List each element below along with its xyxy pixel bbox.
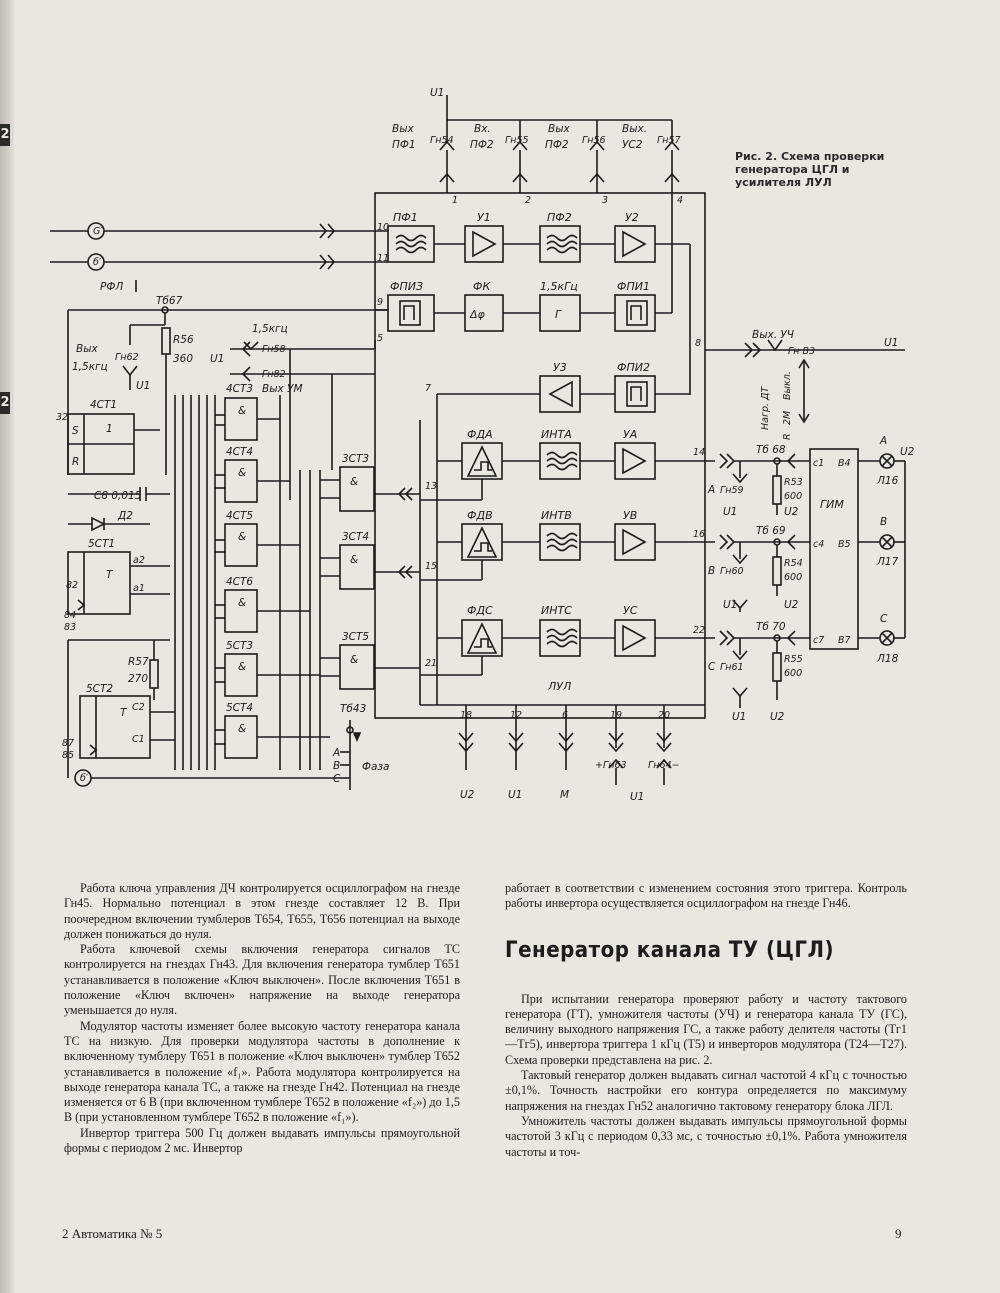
voltage-label: 2М (782, 410, 793, 425)
connector-label: Вых (548, 123, 570, 135)
pin-number: 32 (56, 412, 69, 423)
block-fpiz-label: ФПИЗ (390, 280, 424, 293)
pin-number: 14 (693, 447, 706, 458)
section-heading: Генератор канала ТУ (ЦГЛ) (505, 937, 835, 963)
phase-label: С (333, 773, 341, 785)
load-label: Нагр. ДТ (760, 386, 771, 430)
paragraph: Тактовый генератор должен выдавать сигнал частотой 4 кГц с точностью ±0,1%. Точность настройки его контура определяется по максимуму напряжения на гнездах Гн52 аналогично тактовому генератору блока ЛГЛ. (505, 1068, 907, 1113)
pin-number: 16 (693, 529, 706, 540)
caption-line: усилителя ЛУЛ (735, 176, 832, 189)
pin-number: 5 (377, 333, 384, 344)
pin-number: В4 (838, 458, 851, 469)
phase-label: А (880, 435, 888, 447)
jack-label: Гн В3 (788, 346, 816, 357)
paragraph: Модулятор частоты изменяет более высокую частоту генератора канала ТС на низкую. Для проверки модулятора частоты в дополнение к включенному тумблеру Т651 в положение «Ключ выключен» тумблер Т652 устанавливается в положение «f₁». Работа модулятора контролируется на выходе генератора канала ТС, а также на гнезде Гн42. Потенциал на гнезде изменяется от 6 В (при включенном тумблере Т652 в положение «f₂») до 1,5 В (при установленном тумблере Т652 в положение «f₁»). (64, 1018, 460, 1125)
resistor-value: 600 (784, 572, 803, 583)
connector-label: ПФ2 (470, 139, 494, 151)
pin-number: а1 (133, 583, 145, 594)
pin-number: 9 (377, 297, 384, 308)
pin-number: с4 (813, 539, 825, 550)
pin-number: 1 (452, 195, 459, 206)
block-inta-label: ИНТА (541, 428, 572, 441)
jack-label: Гн54 (430, 135, 454, 146)
switch-label: Тб 68 (756, 444, 786, 456)
phase-label: В (880, 516, 888, 528)
paragraph: Работа ключевой схемы включения генератора сигналов ТС контролируется на гнездах Гн43. Для включения генератора тумблер Т651 устанавливается в положение «Ключ выключен». После включения Т651 в положение «Ключ включен» напряжение на выходе генератора уменьшается до нуля. (64, 942, 460, 1018)
and-symbol: & (238, 723, 247, 735)
pin-number: 13 (425, 481, 438, 492)
block-us-label: УС (623, 604, 638, 617)
u1-top-label: U1 (430, 87, 445, 99)
switch-label: Тб 69 (756, 525, 786, 537)
connector-label: УС2 (622, 139, 643, 151)
bottom-u1-label: U1 (630, 791, 645, 803)
pin-number: 83 (64, 622, 77, 633)
block-u3-label: У3 (553, 361, 567, 374)
pin-number: 11 (377, 253, 390, 264)
caption-line: генератора ЦГЛ и (735, 163, 850, 176)
jack-label: Гн59 (720, 485, 744, 496)
block-intv-label: ИНТВ (541, 509, 572, 522)
pin-number: 22 (693, 625, 706, 636)
t-label: T (106, 569, 113, 581)
d2-label: Д2 (118, 510, 133, 522)
pin-number: 8 (695, 338, 702, 349)
bottom-label: M (560, 789, 570, 801)
and-symbol: & (238, 597, 247, 609)
r56-value: 360 (173, 353, 194, 365)
jack-label: Гн57 (657, 135, 681, 146)
jack-label: Гн61 (720, 662, 744, 673)
rfl-label: РФЛ (100, 281, 124, 293)
block-fpi2-label: ФПИ2 (617, 361, 650, 374)
block-lul-label: ЛУЛ (548, 680, 572, 693)
gate-label: 5СТ4 (226, 702, 254, 714)
bottom-label: U1 (508, 789, 523, 801)
pin-number: 10 (377, 222, 390, 233)
gate-label: 3СТ4 (342, 531, 370, 543)
gate-label: 4СТ6 (226, 576, 254, 588)
u1-label: U1 (732, 711, 747, 723)
block-fk-label: ФК (473, 280, 491, 293)
paragraph: работает в соответствии с изменением состояния этого триггера. Контроль работы инвертора осуществляется осциллографом на гнезде Гн46. (505, 881, 907, 911)
block-pf1-label: ПФ1 (393, 211, 418, 224)
c8-label: С8 0,015 (94, 490, 142, 502)
and-symbol: & (238, 467, 247, 479)
paragraph: Умножитель частоты должен выдавать импульсы прямоугольной формы частотой 3 кГц с периодом 0,33 мс, с точностью ±0,1%. Работа умножителя частоты и точ- (505, 1113, 907, 1159)
resistor-label: R54 (784, 558, 803, 569)
ic-label: 4СТ1 (90, 399, 118, 411)
out-label: 1,5кгц (72, 361, 108, 373)
u1-label: U1 (723, 599, 738, 611)
switch-label: Тб 70 (756, 621, 786, 633)
phase-label: С (880, 613, 888, 625)
gate-label: 4СТ4 (226, 446, 254, 458)
gn62-label: Гн62 (115, 352, 139, 363)
gate-label: 5СТ3 (226, 640, 254, 652)
tb43-label: Тб43 (340, 703, 367, 715)
pin-number: 82 (66, 580, 79, 591)
pin-number: В7 (838, 635, 851, 646)
pin-number: 7 (425, 383, 432, 394)
connector-label: Вых (392, 123, 414, 135)
ic-label: 5СТ2 (86, 683, 114, 695)
gate-label: 3СТ5 (342, 631, 370, 643)
pin-number: 2 (525, 195, 532, 206)
pin-number: С2 (132, 702, 145, 713)
fd-rows (420, 443, 715, 675)
ic-label: 5СТ1 (88, 538, 116, 550)
connector-label: Вх. (474, 123, 491, 135)
text-column-left (64, 881, 460, 1156)
pin-number: 3 (602, 195, 609, 206)
connector-label: ПФ1 (392, 139, 416, 151)
r57-value: 270 (128, 673, 149, 685)
block-fdv-label: ФДВ (467, 509, 493, 522)
u2-label: U2 (784, 599, 799, 611)
and-symbol: & (238, 661, 247, 673)
t-label: T (120, 707, 127, 719)
pin-number: с1 (813, 458, 825, 469)
bottom-label: U2 (460, 789, 475, 801)
margin-mark: 2 (0, 392, 10, 414)
lamp-label: Л18 (877, 653, 899, 665)
phase-label: В (333, 760, 341, 772)
lamp-label: Л16 (877, 475, 899, 487)
pin-number: 19 (610, 710, 623, 721)
s-input: S (72, 425, 79, 437)
lamp-label: Л17 (877, 556, 899, 568)
tb67-label: Тб67 (156, 295, 183, 307)
resistor-value: 600 (784, 491, 803, 502)
pin-number: 12 (510, 710, 523, 721)
off-label: Выкл. (782, 371, 793, 400)
pin-number: с7 (813, 635, 825, 646)
out-label: Вых. УЧ (752, 329, 794, 341)
u2-label: U2 (784, 506, 799, 518)
paragraph: Работа ключа управления ДЧ контролируется осциллографом на гнезде Гн45. Нормально потенциал в этом гнезде составляет 12 В. При поочередном включении тумблеров Т654, Т655, Т656 потенциал на выходе должен понижаться до нуля. (64, 881, 460, 941)
u1-label: U1 (884, 337, 899, 349)
right-channels (720, 449, 905, 708)
phase-title: Фаза (362, 761, 390, 773)
block-fda-label: ФДА (467, 428, 493, 441)
pin-number: 15 (425, 561, 438, 572)
block-fpi1-label: ФПИ1 (617, 280, 650, 293)
output-one: 1 (106, 423, 113, 435)
block-generator-label: 1,5кГц (540, 280, 578, 293)
u1-label: U1 (210, 353, 225, 365)
pin-number: 4 (677, 195, 684, 206)
connector-label: ПФ2 (545, 139, 569, 151)
r-input: R (72, 456, 80, 468)
page-number: 9 (895, 1226, 902, 1241)
phase-label: А (333, 747, 341, 759)
pin-number: 20 (658, 710, 671, 721)
connector-label: Вых. (622, 123, 648, 135)
r57-label: R57 (128, 656, 149, 668)
jack-label: Гн56 (582, 135, 606, 146)
pin-number: а2 (133, 555, 145, 566)
u1-label: U1 (723, 506, 738, 518)
pin-number: С1 (132, 734, 145, 745)
block-u1-label: У1 (477, 211, 491, 224)
margin-mark: 2 (0, 124, 10, 146)
gate-label: 4СТ3 (226, 383, 254, 395)
pin-number: 6 (562, 710, 569, 721)
source-label: б′ (80, 773, 89, 784)
resistor-value: 600 (784, 668, 803, 679)
block-pf2-label: ПФ2 (547, 211, 572, 224)
block-u2-label: У2 (625, 211, 639, 224)
phase-label: С (708, 661, 716, 673)
text-column-right (505, 881, 907, 1160)
block-gim-label: ГИМ (820, 498, 844, 511)
phase-label: А (708, 484, 716, 496)
and-symbol: & (238, 531, 247, 543)
gate-label: 3СТ3 (342, 453, 370, 465)
resistor-label: R53 (784, 477, 803, 488)
u1-label: U1 (136, 380, 151, 392)
frequency-label: 1,5кгц (252, 323, 288, 335)
r-label: R (782, 433, 793, 440)
source-label: G′ (93, 226, 103, 237)
pin-number: 87 (62, 738, 75, 749)
phase-label: В (708, 565, 716, 577)
gn82-label: Гн82 (262, 369, 286, 380)
delta-phi-symbol: Δφ (470, 308, 485, 321)
and-symbol: & (238, 405, 247, 417)
pin-number: 18 (460, 710, 473, 721)
block-ints-label: ИНТС (541, 604, 572, 617)
paragraph: При испытании генератора проверяют работу и частоту тактового генератора (ГТ), умножителя частоты (УЧ) и генератора канала ТУ (ГС), величину выходного напряжения ГС, а также работу делителя частоты (Тг1—Тг5), инвертора триггера 1 кГц (Т5) и инверторов модулятора (Т24—Т27). Схема проверки представлена на рис. 2. (505, 991, 907, 1067)
and-symbol: & (350, 554, 359, 566)
figure-caption (735, 150, 905, 189)
vykh-um-label: Вых УМ (262, 383, 303, 395)
u2-label: U2 (900, 446, 915, 458)
paragraph: Инвертор триггера 500 Гц должен выдавать импульсы прямоугольной формы с периодом 2 мс. Инвертор (64, 1125, 460, 1156)
out-label: Вых (76, 343, 98, 355)
bottom-label: Гн64− (648, 760, 680, 771)
pin-number: 85 (62, 750, 75, 761)
u2-label: U2 (770, 711, 785, 723)
block-uv-label: УВ (623, 509, 638, 522)
and-symbol: & (350, 476, 359, 488)
generator-symbol: Г (555, 308, 562, 321)
footer-journal: 2 Автоматика № 5 (62, 1226, 163, 1241)
caption-line: Рис. 2. Схема проверки (735, 150, 885, 163)
source-label: б′ (93, 257, 102, 268)
block-fds-label: ФДС (467, 604, 493, 617)
gate-label: 4СТ5 (226, 510, 254, 522)
block-ua-label: УА (623, 428, 638, 441)
jack-label: Гн60 (720, 566, 744, 577)
bottom-label: +Гн63 (595, 760, 627, 771)
pin-number: В5 (838, 539, 851, 550)
gn58-label: Гн58 (262, 344, 286, 355)
pin-number: 21 (425, 658, 438, 669)
jack-label: Гн55 (505, 135, 529, 146)
and-symbol: & (350, 654, 359, 666)
r56-label: R56 (173, 334, 194, 346)
resistor-label: R55 (784, 654, 803, 665)
pin-number: 84 (64, 610, 77, 621)
